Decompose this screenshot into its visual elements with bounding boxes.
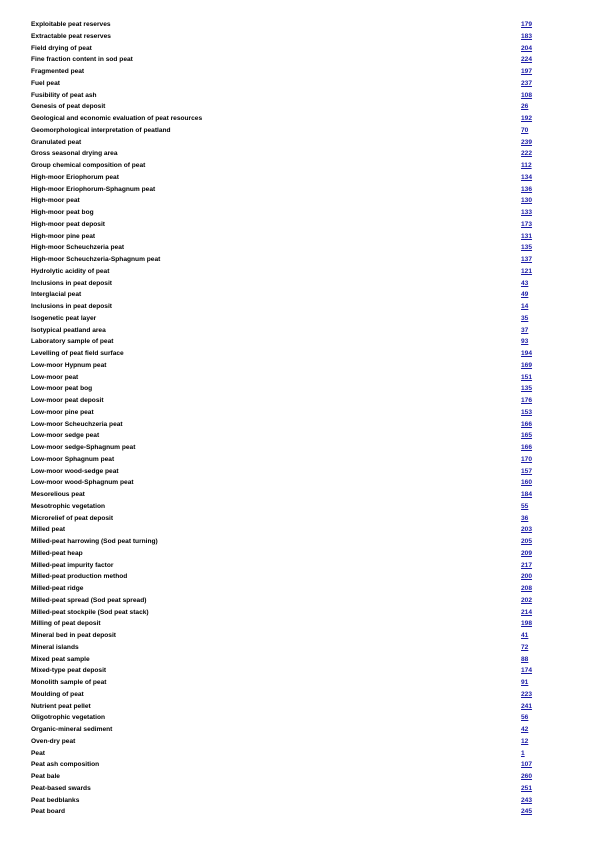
- index-term: Milled-peat ridge: [31, 585, 84, 592]
- page-number-link[interactable]: 170: [521, 455, 533, 463]
- page-number-link[interactable]: 245: [521, 808, 533, 816]
- index-entry: [31, 630, 537, 642]
- index-entry: [31, 348, 537, 360]
- index-entry: [31, 242, 537, 254]
- index-entry: [31, 289, 537, 301]
- index-entry: [31, 207, 537, 219]
- page-number-link[interactable]: 203: [521, 526, 533, 534]
- index-term: Mesotrophic vegetation: [31, 502, 106, 510]
- index-term: Hydrolytic acidity of peat: [31, 267, 110, 275]
- page-number-link[interactable]: 217: [521, 561, 533, 569]
- index-entry: [31, 513, 537, 525]
- page-number-link[interactable]: 108: [521, 91, 533, 99]
- index-entry: [31, 654, 537, 666]
- page-number-link[interactable]: 179: [521, 21, 533, 28]
- index-term: Extractable peat reserves: [31, 32, 111, 40]
- page-number-link[interactable]: 70: [521, 126, 529, 134]
- page-number-link[interactable]: 49: [521, 291, 529, 299]
- index-term: Peat ash composition: [31, 761, 100, 769]
- page-number-link[interactable]: 208: [521, 585, 533, 592]
- index-entry: [31, 665, 537, 677]
- index-entry: [31, 501, 537, 513]
- index-entry: [31, 724, 537, 736]
- index-entry: [31, 101, 537, 113]
- index-term: Low-moor peat bog: [31, 385, 93, 393]
- index-entry: [31, 736, 537, 748]
- index-entry: [31, 266, 537, 278]
- page-number-link[interactable]: 121: [521, 267, 533, 275]
- index-entry: [31, 231, 537, 243]
- index-entry: [31, 677, 537, 689]
- index-term: Oligotrophic vegetation: [31, 714, 105, 722]
- index-entry: [31, 607, 537, 619]
- index-entry: [31, 430, 537, 442]
- index-term: Milled peat: [31, 526, 66, 534]
- page-number-link[interactable]: 223: [521, 690, 533, 698]
- index-entry: [31, 466, 537, 478]
- index-entry: [31, 524, 537, 536]
- page-number-link[interactable]: 134: [521, 173, 533, 181]
- index-term: Interglacial peat: [31, 291, 82, 299]
- index-entry: [31, 783, 537, 795]
- index-term: Low-moor Hypnum peat: [31, 361, 107, 369]
- index-entry: [31, 78, 537, 90]
- index-entry: [31, 148, 537, 160]
- page-number-link[interactable]: 243: [521, 796, 533, 804]
- index-entry: [31, 31, 537, 43]
- index-term: Low-moor sedge peat: [31, 432, 100, 440]
- index-term: Mineral islands: [31, 643, 79, 651]
- index-term: Group chemical composition of peat: [31, 162, 146, 169]
- index-term: Geomorphological interpretation of peatland: [31, 126, 171, 134]
- index-term: Microrelief of peat deposit: [31, 514, 114, 522]
- page-number-link[interactable]: 198: [521, 620, 533, 628]
- index-term: Milled-peat production method: [31, 573, 128, 581]
- index-term: Granulated peat: [31, 138, 82, 146]
- page-number-link[interactable]: 72: [521, 643, 529, 651]
- index-entry: [31, 54, 537, 66]
- page-number-link[interactable]: 224: [521, 56, 533, 64]
- index-entry: [31, 771, 537, 783]
- index-term: Peat-based swards: [31, 784, 91, 792]
- index-entry: [31, 419, 537, 431]
- index-term: Fuel peat: [31, 79, 60, 87]
- index-term: Milled-peat spread (Sod peat spread): [31, 596, 147, 604]
- index-entry: [31, 125, 537, 137]
- page-number-link[interactable]: 157: [521, 467, 533, 475]
- page-number-link[interactable]: 43: [521, 279, 529, 287]
- page-number-link[interactable]: 131: [521, 232, 533, 240]
- index-term: High-moor pine peat: [31, 232, 96, 240]
- index-entry: [31, 689, 537, 701]
- index-term: High-moor Scheuchzeria peat: [31, 244, 125, 252]
- index-term: Peat: [31, 749, 45, 757]
- page-number-link[interactable]: 107: [521, 761, 533, 769]
- index-entry: [31, 184, 537, 196]
- index-entry: [31, 395, 537, 407]
- page-number-link[interactable]: 93: [521, 338, 529, 346]
- page-number-link[interactable]: 26: [521, 103, 529, 111]
- page-number-link[interactable]: 183: [521, 32, 533, 40]
- index-entry: [31, 454, 537, 466]
- page-number-link[interactable]: 37: [521, 326, 529, 334]
- index-entry: [31, 383, 537, 395]
- page-number-link[interactable]: 41: [521, 632, 529, 639]
- page-number-link[interactable]: 192: [521, 115, 533, 122]
- index-term: Moulding of peat: [31, 690, 84, 698]
- index-term: Inclusions in peat deposit: [31, 279, 112, 287]
- index-term: Low-moor peat deposit: [31, 397, 104, 404]
- index-term: Low-moor pine peat: [31, 408, 94, 416]
- page-number-link[interactable]: 151: [521, 373, 533, 381]
- index-term: Oven-dry peat: [31, 737, 76, 745]
- page-number-link[interactable]: 42: [521, 726, 529, 733]
- index-entry: [31, 301, 537, 313]
- index-term: High-moor Eriophorum-Sphagnum peat: [31, 185, 156, 193]
- page-number-link[interactable]: 137: [521, 256, 533, 263]
- page-number-link[interactable]: 1: [521, 749, 525, 757]
- page-number-link[interactable]: 88: [521, 655, 529, 663]
- index-entry: [31, 113, 537, 125]
- index-term: Inclusions in peat deposit: [31, 303, 112, 310]
- page-number-link[interactable]: 200: [521, 573, 533, 581]
- index-term: Milled-peat impurity factor: [31, 561, 114, 569]
- page-number-link[interactable]: 241: [521, 702, 533, 710]
- index-entry: [31, 254, 537, 266]
- page-number-link[interactable]: 136: [521, 185, 533, 193]
- page-number-link[interactable]: 112: [521, 162, 532, 169]
- index-term: Monolith sample of peat: [31, 679, 107, 686]
- index-term: Laboratory sample of peat: [31, 338, 114, 346]
- index-term: Mixed peat sample: [31, 655, 90, 663]
- index-entry: [31, 336, 537, 348]
- index-term: High-moor Scheuchzeria-Sphagnum peat: [31, 256, 161, 263]
- index-term: Peat bale: [31, 773, 60, 780]
- page-number-link[interactable]: 239: [521, 138, 533, 146]
- index-entry: [31, 442, 537, 454]
- page-number-link[interactable]: 222: [521, 150, 533, 158]
- index-term: Field drying of peat: [31, 44, 92, 52]
- index-term: High-moor peat bog: [31, 209, 94, 216]
- index-term: Levelling of peat field surface: [31, 350, 124, 357]
- index-term: Low-moor wood-sedge peat: [31, 467, 119, 475]
- page-number-link[interactable]: 130: [521, 197, 533, 205]
- page-number-link[interactable]: 14: [521, 303, 529, 310]
- page-number-link[interactable]: 237: [521, 79, 533, 87]
- index-term: Isogenetic peat layer: [31, 314, 97, 322]
- page-number-link[interactable]: 209: [521, 549, 533, 557]
- index-entry: [31, 748, 537, 760]
- index-term: High-moor Eriophorum peat: [31, 173, 119, 181]
- index-entry: [31, 172, 537, 184]
- page-number-link[interactable]: 160: [521, 479, 533, 487]
- page-number-link[interactable]: 91: [521, 679, 529, 686]
- page-number-link[interactable]: 135: [521, 244, 533, 252]
- index-term: High-moor peat deposit: [31, 220, 105, 228]
- index-entry: [31, 19, 537, 31]
- index-entry: [31, 313, 537, 325]
- index-entry: [31, 372, 537, 384]
- index-entry: [31, 66, 537, 78]
- index-entry: [31, 43, 537, 55]
- page-number-link[interactable]: 55: [521, 502, 529, 510]
- index-term: Low-moor peat: [31, 373, 79, 381]
- index-entry: [31, 701, 537, 713]
- index-entry: [31, 759, 537, 771]
- index-term: Low-moor Sphagnum peat: [31, 455, 115, 463]
- index-entry: [31, 583, 537, 595]
- index-entry: [31, 360, 537, 372]
- index-term: Genesis of peat deposit: [31, 103, 106, 111]
- index-term: Low-moor sedge-Sphagnum peat: [31, 444, 136, 451]
- index-term: Isotypical peatland area: [31, 326, 106, 334]
- page-number-link[interactable]: 204: [521, 44, 533, 52]
- index-entry: [31, 595, 537, 607]
- index-term: Peat board: [31, 808, 66, 816]
- index-entry: [31, 325, 537, 337]
- page-number-link[interactable]: 56: [521, 714, 529, 722]
- page-number-link[interactable]: 166: [521, 420, 533, 428]
- index-entry: [31, 618, 537, 630]
- index-term: Low-moor wood-Sphagnum peat: [31, 479, 134, 487]
- index-entry: [31, 278, 537, 290]
- page-number-link[interactable]: 174: [521, 667, 533, 675]
- index-term: Mixed-type peat deposit: [31, 667, 107, 675]
- index-entry: [31, 795, 537, 807]
- index-entry: [31, 195, 537, 207]
- index-entry: [31, 477, 537, 489]
- index-entry: [31, 160, 537, 172]
- index-entry: [31, 560, 537, 572]
- page-number-link[interactable]: 135: [521, 385, 533, 393]
- index-term: Mineral bed in peat deposit: [31, 632, 116, 639]
- index-entry: [31, 137, 537, 149]
- index-term: Exploitable peat reserves: [31, 21, 111, 28]
- index-term: Fragmented peat: [31, 68, 85, 75]
- index-term: Fine fraction content in sod peat: [31, 56, 133, 64]
- page-number-link[interactable]: 176: [521, 397, 533, 404]
- index-term: Gross seasonal drying area: [31, 150, 118, 158]
- page-number-link[interactable]: 205: [521, 538, 533, 545]
- index-entry: [31, 90, 537, 102]
- page-number-link[interactable]: 169: [521, 361, 533, 369]
- index-entry: [31, 489, 537, 501]
- index-entry: [31, 642, 537, 654]
- page-number-link[interactable]: 165: [521, 432, 533, 440]
- index-entry: [31, 806, 537, 818]
- page-number-link[interactable]: 166: [521, 444, 533, 451]
- index-term: Milling of peat deposit: [31, 620, 101, 628]
- index-term: Milled-peat heap: [31, 549, 83, 557]
- page-number-link[interactable]: 194: [521, 350, 533, 357]
- index-entry: [31, 712, 537, 724]
- index-entry: [31, 536, 537, 548]
- index-term: Mesorelious peat: [31, 491, 85, 498]
- page-number-link[interactable]: 173: [521, 220, 533, 228]
- page-number-link[interactable]: 202: [521, 596, 533, 604]
- page-number-link[interactable]: 260: [521, 773, 533, 780]
- index-term: Fusibility of peat ash: [31, 91, 97, 99]
- index-term: Peat bedblanks: [31, 796, 80, 804]
- page-number-link[interactable]: 153: [521, 408, 533, 416]
- index-term: Organic-mineral sediment: [31, 726, 113, 733]
- index-entry: [31, 219, 537, 231]
- index-term: Nutrient peat pellet: [31, 702, 91, 710]
- page-number-link[interactable]: 12: [521, 737, 529, 745]
- page-number-link[interactable]: 184: [521, 491, 533, 498]
- index-entry: [31, 571, 537, 583]
- index-term: Milled-peat stockpile (Sod peat stack): [31, 608, 149, 616]
- index-list: [31, 19, 537, 818]
- page-number-link[interactable]: 133: [521, 209, 533, 216]
- index-term: High-moor peat: [31, 197, 80, 205]
- index-entry: [31, 407, 537, 419]
- page-number-link[interactable]: 214: [521, 608, 533, 616]
- index-term: Milled-peat harrowing (Sod peat turning): [31, 538, 158, 545]
- index-term: Geological and economic evaluation of peat resources: [31, 115, 203, 122]
- page-number-link[interactable]: 35: [521, 314, 529, 322]
- page-number-link[interactable]: 251: [521, 784, 533, 792]
- index-entry: [31, 548, 537, 560]
- index-term: Low-moor Scheuchzeria peat: [31, 420, 123, 428]
- page-number-link[interactable]: 36: [521, 514, 529, 522]
- page-number-link[interactable]: 197: [521, 68, 533, 75]
